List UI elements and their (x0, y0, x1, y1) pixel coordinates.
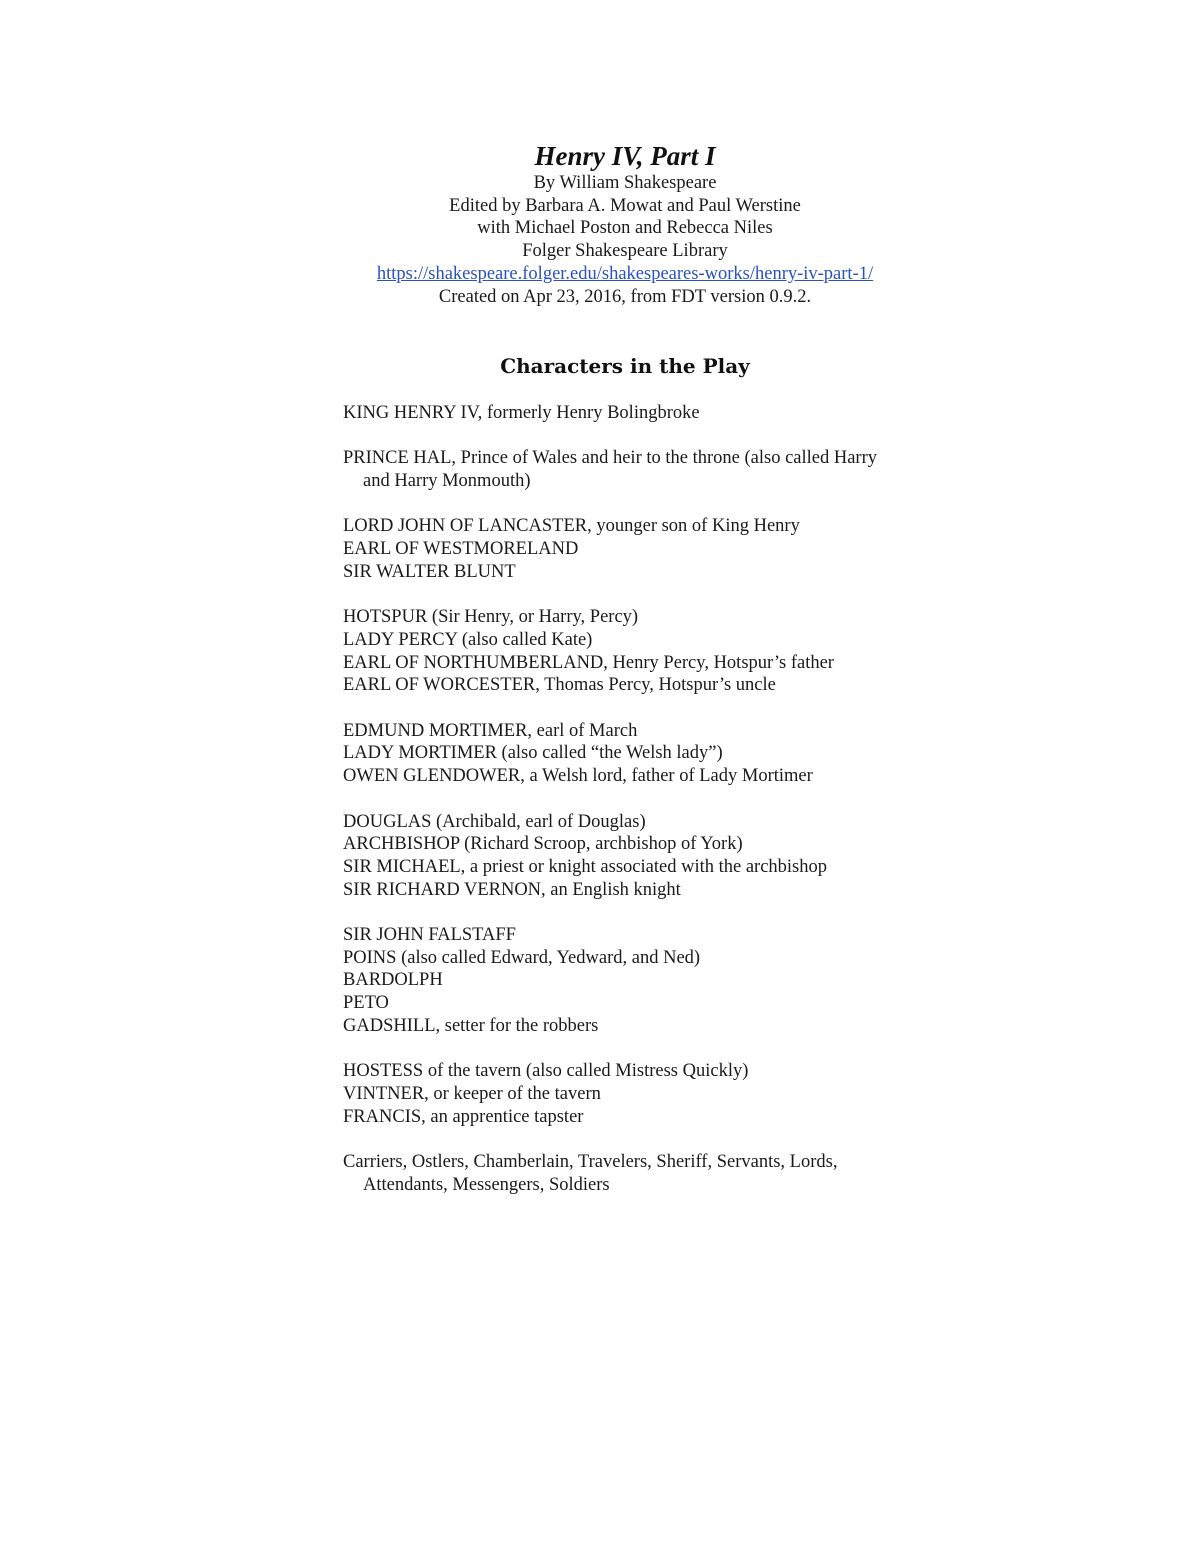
character-group (343, 402, 903, 425)
created-line: Created on Apr 23, 2016, from FDT version 0.9.2. (438, 286, 812, 307)
character-entry: EARL OF WESTMORELAND (343, 539, 579, 560)
character-entry: GADSHILL, setter for the robbers (343, 1015, 599, 1036)
character-group (343, 515, 903, 583)
character-group (343, 811, 903, 902)
contributors-line: with Michael Poston and Rebecca Niles (477, 218, 773, 239)
character-entry: SIR MICHAEL, a priest or knight associated with the archbishop (343, 856, 827, 877)
character-entry: ARCHBISHOP (Richard Scroop, archbishop of York) (343, 834, 743, 855)
publisher-line: Folger Shakespeare Library (522, 241, 728, 262)
character-group (343, 720, 903, 788)
character-entry: SIR JOHN FALSTAFF (343, 925, 516, 946)
character-entry: EARL OF WORCESTER, Thomas Percy, Hotspur’s uncle (343, 675, 776, 696)
editors-line: Edited by Barbara A. Mowat and Paul Werstine (449, 195, 801, 216)
character-entry: POINS (also called Edward, Yedward, and Ned) (343, 947, 701, 968)
character-entry: LADY PERCY (also called Kate) (343, 629, 593, 650)
character-entry: BARDOLPH (343, 970, 443, 991)
character-entry: SIR RICHARD VERNON, an English knight (343, 879, 681, 900)
character-group (343, 447, 903, 492)
character-entry: Carriers, Ostlers, Chamberlain, Travelers, Sheriff, Servants, Lords, Attendants, Messengers, Soldiers (343, 1152, 838, 1195)
character-entry: HOSTESS of the tavern (also called Mistress Quickly) (343, 1061, 749, 1082)
character-entry: HOTSPUR (Sir Henry, or Harry, Percy) (343, 607, 639, 628)
character-group (343, 1060, 903, 1128)
character-entry: DOUGLAS (Archibald, earl of Douglas) (343, 811, 646, 832)
character-entry: LADY MORTIMER (also called “the Welsh lady”) (343, 743, 723, 764)
character-entry: PRINCE HAL, Prince of Wales and heir to the throne (also called Harry and Harry Monmouth) (343, 448, 878, 492)
section-title: Characters in the Play (500, 354, 750, 378)
character-entry: OWEN GLENDOWER, a Welsh lord, father of Lady Mortimer (343, 766, 813, 787)
character-entry: KING HENRY IV, formerly Henry Bolingbroke (343, 403, 700, 423)
author-line: By William Shakespeare (533, 173, 717, 193)
character-entry: EDMUND MORTIMER, earl of March (343, 720, 638, 741)
document-header (0, 140, 1200, 308)
character-entry: EARL OF NORTHUMBERLAND, Henry Percy, Hotspur’s father (343, 652, 834, 673)
character-entry: VINTNER, or keeper of the tavern (343, 1083, 601, 1104)
play-title: Henry IV, Part I (534, 141, 716, 171)
character-entry: LORD JOHN OF LANCASTER, younger son of King Henry (343, 516, 800, 537)
character-group (343, 1151, 903, 1196)
character-list (343, 402, 903, 1219)
character-entry: SIR WALTER BLUNT (343, 561, 516, 582)
character-entry: FRANCIS, an apprentice tapster (343, 1106, 584, 1127)
character-group (343, 924, 903, 1038)
source-link[interactable]: https://shakespeare.folger.edu/shakespeares-works/henry-iv-part-1/ (376, 263, 874, 284)
character-group (343, 606, 903, 697)
character-entry: PETO (343, 993, 389, 1014)
